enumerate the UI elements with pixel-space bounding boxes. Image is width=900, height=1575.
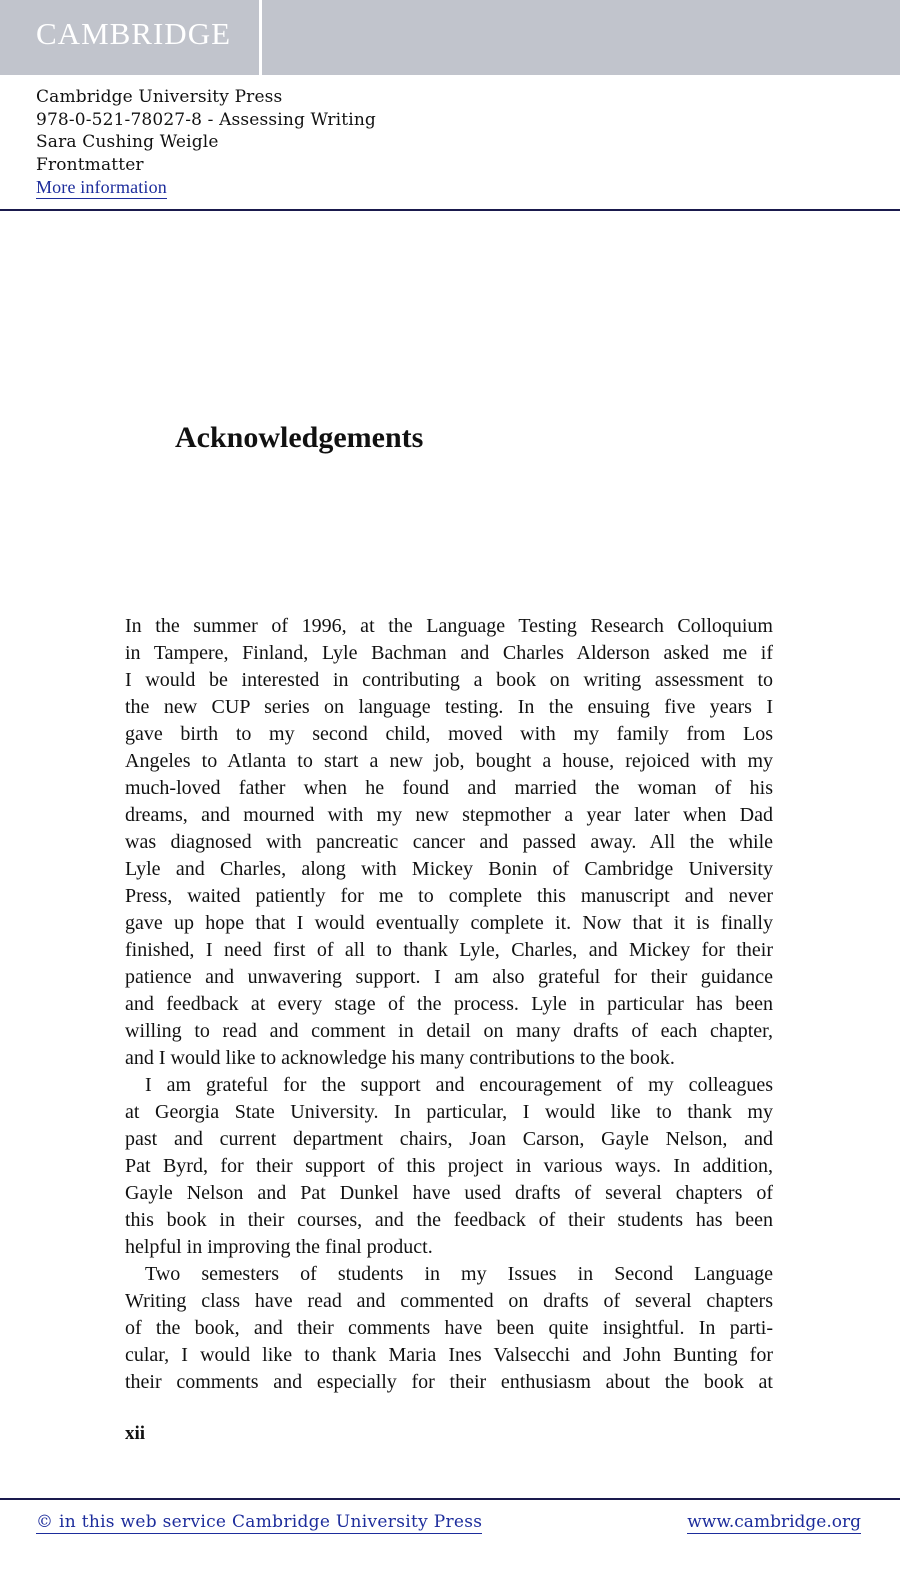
section-name: Frontmatter	[36, 154, 144, 175]
text-line: Press, waited patiently for me to complete this manuscript and never	[125, 885, 773, 907]
text-line: patience and unwavering support. I am also grateful for their guidance	[125, 966, 773, 988]
text-line: the new CUP series on language testing. In the ensuing five years I	[125, 696, 773, 718]
website-link[interactable]: www.cambridge.org	[687, 1512, 861, 1532]
paragraph-3	[125, 1261, 773, 1396]
text-line: much-loved father when he found and married the woman of his	[125, 777, 773, 799]
text-line: their comments and especially for their enthusiasm about the book at	[125, 1371, 773, 1393]
footer-divider	[0, 1498, 900, 1500]
text-line: and I would like to acknowledge his many contributions to the book.	[125, 1047, 675, 1069]
copyright-link[interactable]: © in this web service Cambridge University Press	[36, 1512, 483, 1532]
text-line: was diagnosed with pancreatic cancer and passed away. All the while	[125, 831, 773, 853]
text-line: Lyle and Charles, along with Mickey Bonin of Cambridge University	[125, 858, 773, 880]
publisher-name: Cambridge University Press	[36, 87, 283, 107]
text-line: Angeles to Atlanta to start a new job, bought a house, rejoiced with my	[125, 750, 773, 772]
isbn-title: 978-0-521-78027-8 - Assessing Writing	[36, 109, 376, 130]
author-name: Sara Cushing Weigle	[36, 132, 219, 152]
text-line: cular, I would like to thank Maria Ines Valsecchi and John Bunting for	[125, 1344, 773, 1366]
text-line: this book in their courses, and the feedback of their students has been	[125, 1209, 773, 1231]
paragraph-2	[125, 1072, 773, 1261]
text-line: Pat Byrd, for their support of this project in various ways. In addition,	[125, 1155, 773, 1177]
book-metadata	[36, 86, 856, 199]
header-divider	[0, 209, 900, 211]
text-line: gave up hope that I would eventually complete it. Now that it is finally	[125, 912, 773, 934]
text-line: dreams, and mourned with my new stepmother a year later when Dad	[125, 804, 773, 826]
text-line: at Georgia State University. In particular, I would like to thank my	[125, 1101, 773, 1123]
text-line: finished, I need first of all to thank Lyle, Charles, and Mickey for their	[125, 939, 773, 961]
text-line: Gayle Nelson and Pat Dunkel have used drafts of several chapters of	[125, 1182, 773, 1204]
text-line: Writing class have read and commented on drafts of several chapters	[125, 1290, 773, 1312]
text-line: past and current department chairs, Joan Carson, Gayle Nelson, and	[125, 1128, 773, 1150]
cambridge-logo: CAMBRIDGE	[36, 16, 232, 51]
text-line: In the summer of 1996, at the Language Testing Research Colloquium	[125, 615, 773, 637]
page-number: xii	[125, 1423, 146, 1444]
text-line: helpful in improving the final product.	[125, 1236, 433, 1258]
text-line: and feedback at every stage of the process. Lyle in particular has been	[125, 993, 773, 1015]
paragraph-1	[125, 613, 773, 1072]
text-line: I am grateful for the support and encouragement of my colleagues	[145, 1074, 773, 1096]
text-line: willing to read and comment in detail on many drafts of each chapter,	[125, 1020, 773, 1042]
publisher-banner	[0, 0, 900, 75]
acknowledgements-body	[125, 613, 773, 1396]
more-info-row	[36, 176, 856, 199]
text-line: of the book, and their comments have been quite insightful. In parti-	[125, 1317, 773, 1339]
text-line: in Tampere, Finland, Lyle Bachman and Charles Alderson asked me if	[125, 642, 773, 664]
logo-panel	[0, 0, 259, 75]
logo-divider	[259, 0, 262, 75]
more-information-link[interactable]: More information	[36, 177, 167, 197]
text-line: gave birth to my second child, moved with my family from Los	[125, 723, 773, 745]
text-line: Two semesters of students in my Issues in Second Language	[145, 1263, 773, 1285]
page-title: Acknowledgements	[175, 421, 424, 454]
text-line: I would be interested in contributing a book on writing assessment to	[125, 669, 773, 691]
